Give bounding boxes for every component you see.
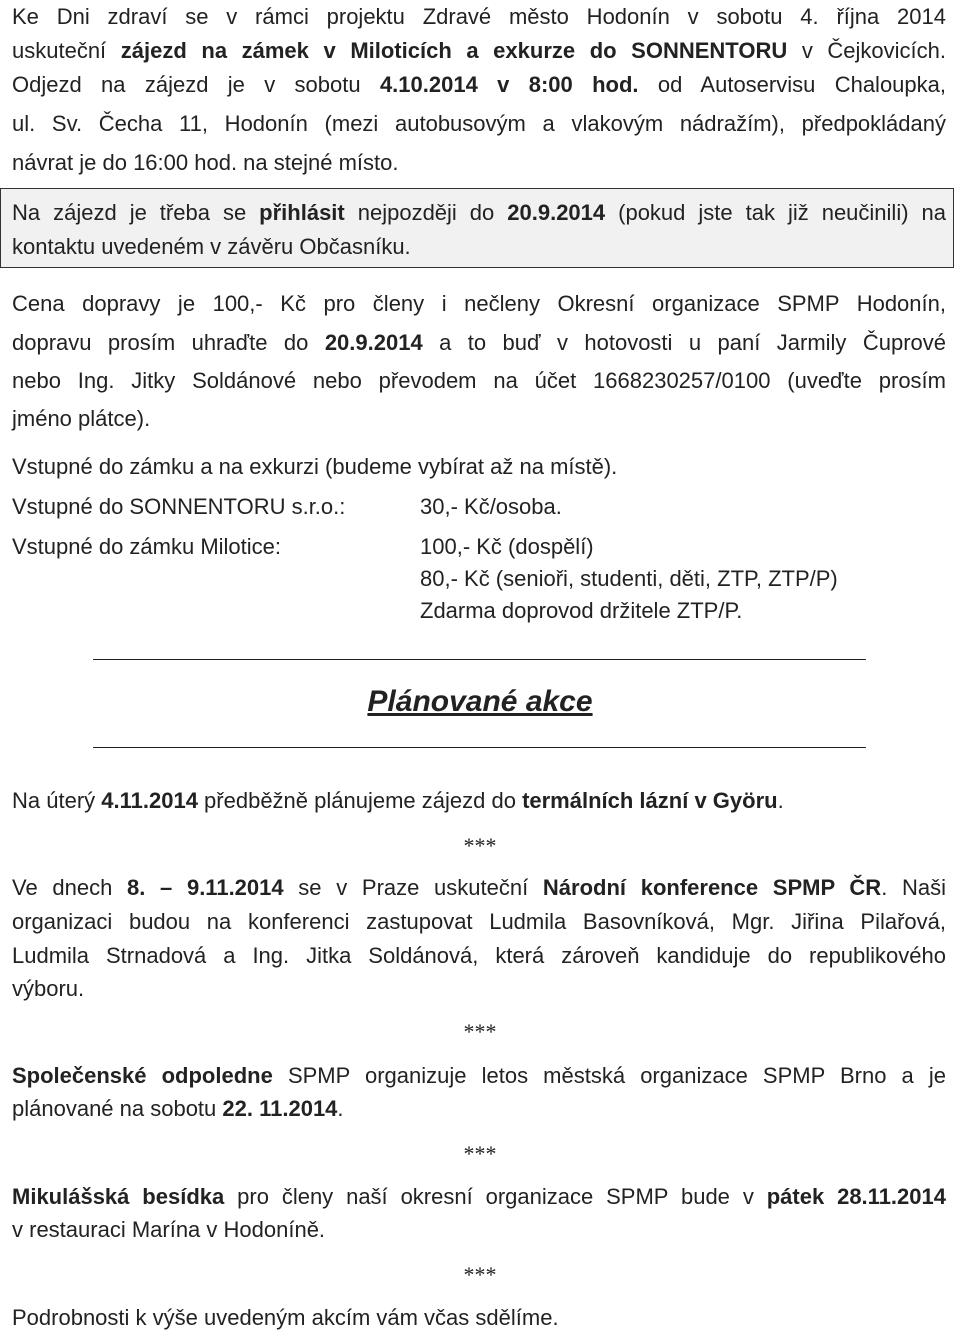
closing-note: Podrobnosti k výše uvedeným akcím vám včas sdělíme. bbox=[12, 1305, 559, 1330]
event-conference-line-4: výboru. bbox=[12, 976, 85, 1001]
castle-price-free: Zdarma doprovod držitele ZTP/P. bbox=[420, 598, 743, 623]
signup-line-1: Na zájezd je třeba se přihlásit nejpozději do 20.9.2014 (pokud jste tak již neučinili) na bbox=[12, 200, 946, 225]
event-mikulas-line-2: v restauraci Marína v Hodoníně. bbox=[12, 1217, 326, 1242]
separator-2: *** bbox=[463, 1019, 497, 1044]
intro-line-2: uskuteční zájezd na zámek v Miloticích a exkurze do SONNENTORU v Čejkovicích. bbox=[12, 38, 947, 63]
separator-3: *** bbox=[463, 1141, 497, 1166]
event-conference-line-2: organizaci budou na konferenci zastupovat Ludmila Basovníková, Mgr. Jiřina Pilařová, bbox=[12, 909, 946, 934]
castle-price-adult: 100,- Kč (dospělí) bbox=[420, 534, 594, 559]
sonnentor-label: Vstupné do SONNENTORU s.r.o.: bbox=[12, 494, 346, 519]
payment-line-2: dopravu prosím uhraďte do 20.9.2014 a to buď v hotovosti u paní Jarmily Čuprové bbox=[12, 330, 947, 355]
sonnentor-price: 30,- Kč/osoba. bbox=[420, 494, 562, 519]
castle-price-reduced: 80,- Kč (senioři, studenti, děti, ZTP, ZTP/P) bbox=[420, 566, 838, 591]
section-rule-top bbox=[93, 659, 866, 660]
event-conference-line-1: Ve dnech 8. – 9.11.2014 se v Praze uskuteční Národní konference SPMP ČR. Naši bbox=[12, 875, 946, 900]
event-mikulas-line-1: Mikulášská besídka pro členy naší okresní organizace SPMP bude v pátek 28.11.2014 bbox=[12, 1184, 946, 1209]
section-rule-bottom bbox=[93, 747, 866, 748]
admission-intro: Vstupné do zámku a na exkurzi (budeme vybírat až na místě). bbox=[12, 454, 618, 479]
payment-line-3: nebo Ing. Jitky Soldánové nebo převodem na účet 1668230257/0100 (uveďte prosím bbox=[12, 368, 946, 393]
intro-line-4: ul. Sv. Čecha 11, Hodonín (mezi autobusovým a vlakovým nádražím), předpokládaný bbox=[12, 111, 946, 136]
event-social-line-1: Společenské odpoledne SPMP organizuje letos městská organizace SPMP Brno a je bbox=[12, 1063, 947, 1088]
castle-label: Vstupné do zámku Milotice: bbox=[12, 534, 282, 559]
event-conference-line-3: Ludmila Strnadová a Ing. Jitka Soldánová, která zároveň kandiduje do republikového bbox=[12, 943, 946, 968]
separator-4: *** bbox=[463, 1262, 497, 1287]
separator-1: *** bbox=[463, 833, 497, 858]
payment-line-1: Cena dopravy je 100,- Kč pro členy i nečleny Okresní organizace SPMP Hodonín, bbox=[12, 291, 946, 316]
signup-line-2: kontaktu uvedeném v závěru Občasníku. bbox=[12, 234, 411, 259]
intro-line-3: Odjezd na zájezd je v sobotu 4.10.2014 v 8:00 hod. od Autoservisu Chaloupka, bbox=[12, 72, 946, 97]
event-gyor: Na úterý 4.11.2014 předběžně plánujeme zájezd do termálních lázní v Györu. bbox=[12, 788, 784, 813]
intro-line-5: návrat je do 16:00 hod. na stejné místo. bbox=[12, 150, 399, 175]
intro-line-1: Ke Dni zdraví se v rámci projektu Zdravé město Hodonín v sobotu 4. října 2014 bbox=[12, 4, 946, 29]
event-social-line-2: plánované na sobotu 22. 11.2014. bbox=[12, 1096, 344, 1121]
section-title: Plánované akce bbox=[367, 685, 593, 718]
payment-line-4: jméno plátce). bbox=[12, 406, 151, 431]
